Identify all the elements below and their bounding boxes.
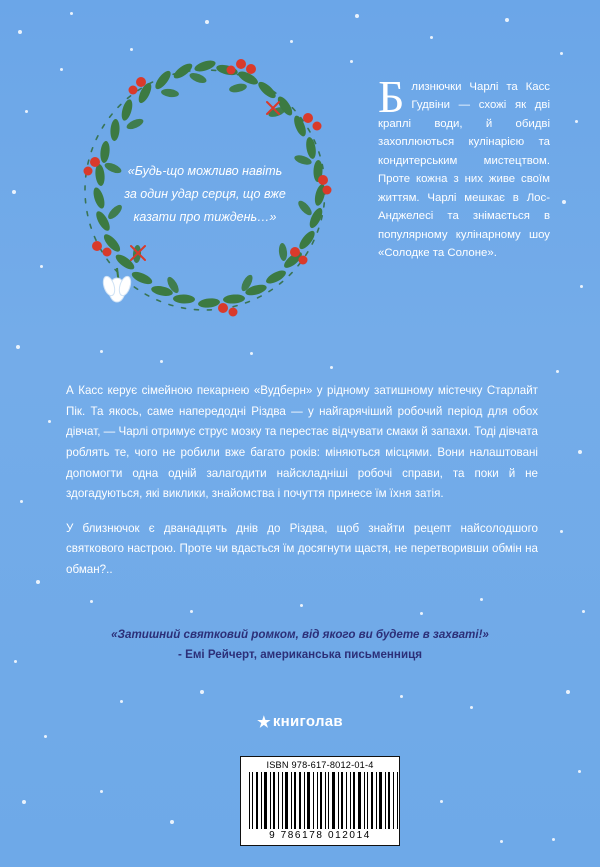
isbn-line <box>245 760 395 770</box>
drop-cap: Б <box>378 71 405 122</box>
synopsis-body <box>66 381 538 581</box>
barcode-digits: 9 786178 012014 <box>269 830 371 841</box>
holly-wreath-illustration <box>55 40 355 340</box>
star-icon: ★ <box>257 714 271 731</box>
publisher-name: книголав <box>272 713 343 730</box>
wreath-quote-line-2: за один удар серця, що вже <box>124 187 286 202</box>
wreath-quote <box>85 160 325 229</box>
barcode <box>240 756 400 846</box>
isbn-value: 978-617-8012-01-4 <box>291 760 374 770</box>
publisher-logo <box>0 712 600 730</box>
review-quote: «Затишний святковий ромком, від якого ви будете в захваті!» <box>111 628 489 641</box>
wreath-quote-line-1: «Будь-що можливо навіть <box>127 164 283 178</box>
isbn-label: ISBN <box>266 760 289 770</box>
review-blurb <box>60 625 540 666</box>
snowdrop-flower <box>101 268 133 302</box>
barcode-bars <box>249 772 391 829</box>
intro-column <box>378 71 550 263</box>
synopsis-paragraph-1: А Касс керує сімейною пекарнею «Вудберн» у рідному затишному містечку Старлайт Пік. Та якось, саме напередодні Різдва — у найгарячіший робочий період для обох дівчат, — Чарлі отримує струс мозку та перестає відчувати смаки й запахи. Тоді дівчата роблять те, чого не робили вже багато років: міняються місцями. Вони налаштовані допомогти одна одній залагодити найскладніші робочі справи, та поки й не здогадуються, які виклики, знайомства і почуття принесе їм їхня затія. <box>66 384 538 501</box>
review-attribution: - Емі Рейчерт, американська письменниця <box>178 648 422 662</box>
wreath-quote-line-3: казати про тиждень…» <box>133 210 277 225</box>
intro-paragraph: лизнючки Чарлі та Касс Гудвіни — схожі як дві краплі води, й обидві захоплюються кулінарією та кондитерським мистецтвом. Проте кожна з них живе своїм життям. Чарлі мешкає в Лос-Анджелесі та знімається в популярному кулінарному шоу «Солодке та Солоне». <box>378 81 550 260</box>
synopsis-paragraph-2: У близнючок є дванадцять днів до Різдва, щоб знайти рецепт найсолодшого святкового настрою. Проте чи вдасться їм досягнути щастя, не перетворивши обмін на обман?.. <box>66 521 538 576</box>
